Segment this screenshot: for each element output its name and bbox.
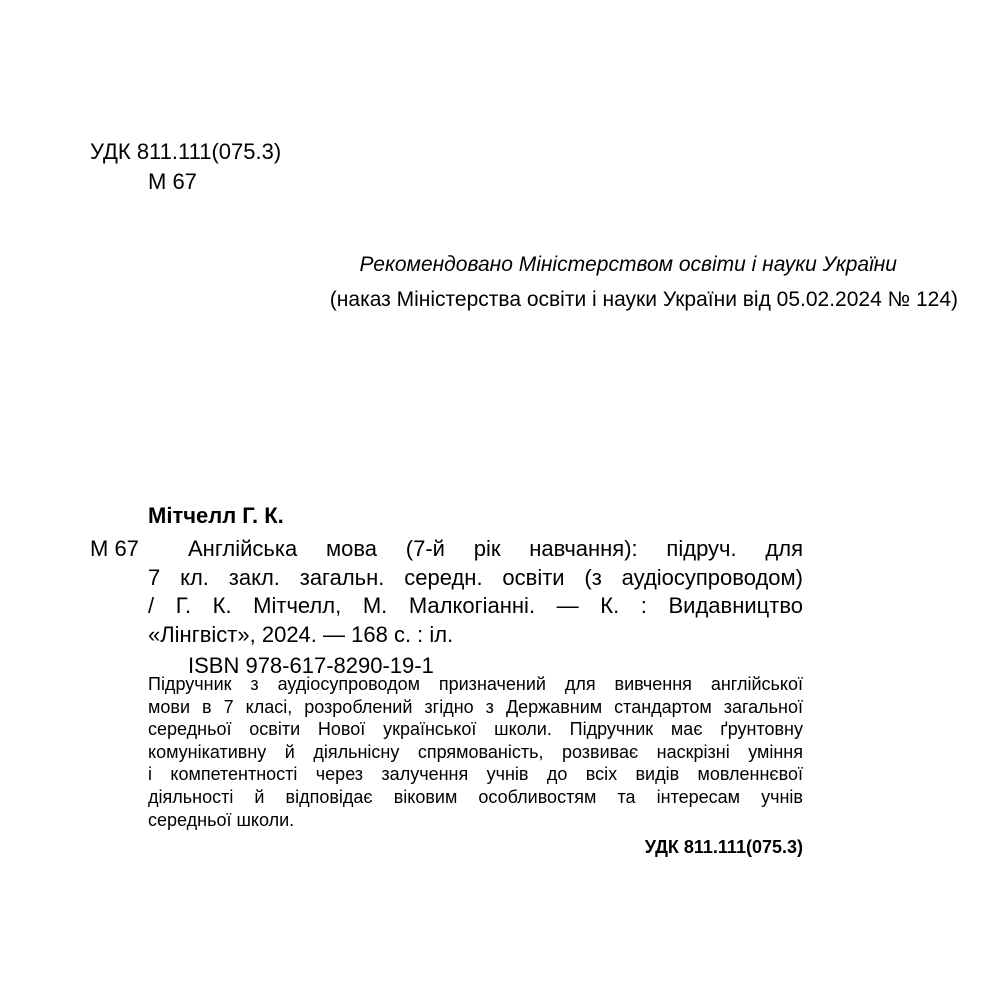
udk-header: УДК 811.111(075.3) bbox=[90, 139, 282, 164]
bibliographic-description bbox=[148, 535, 803, 649]
annotation-line: мови в 7 класі, розроблений згідно з Державним стандартом загальної bbox=[148, 696, 803, 717]
annotation-line: середньої освіти Нової української школи. Підручник має ґрунтовну bbox=[148, 719, 803, 740]
catalog-author: Мітчелл Г. К. bbox=[148, 503, 284, 528]
udk-footer: УДК 811.111(075.3) bbox=[644, 837, 803, 857]
annotation-line: комунікативну й діяльнісну спрямованість, розвиває наскрізні уміння bbox=[148, 741, 803, 762]
annotation-line: діяльності й відповідає віковим особливостям та інтересам учнів bbox=[148, 786, 803, 807]
biblio-line: «Лінгвіст», 2024. — 168 с. : іл. bbox=[148, 621, 454, 647]
annotation-line: середньої школи. bbox=[148, 809, 295, 830]
annotation-line: і компетентності через залучення учнів до всіх видів мовленнєвої bbox=[148, 764, 803, 785]
biblio-line: / Г. К. Мітчелл, М. Малкогіанні. — К. : Видавництво bbox=[148, 593, 803, 618]
catalog-code: М 67 bbox=[90, 536, 139, 561]
ministry-order: (наказ Міністерства освіти і науки України від 05.02.2024 № 124) bbox=[329, 288, 958, 311]
annotation-line: Підручник з аудіосупроводом призначений для вивчення англійської bbox=[148, 674, 803, 694]
biblio-line: 7 кл. закл. загальн. середн. освіти (з аудіосупроводом) bbox=[148, 564, 803, 590]
isbn: ISBN 978-617-8290-19-1 bbox=[188, 653, 434, 678]
ministry-recommendation: Рекомендовано Міністерством освіти і науки України bbox=[359, 253, 897, 276]
author-code-header: М 67 bbox=[148, 169, 197, 194]
annotation bbox=[148, 673, 803, 831]
biblio-line: Англійська мова (7-й рік навчання): підруч. для bbox=[188, 536, 803, 561]
